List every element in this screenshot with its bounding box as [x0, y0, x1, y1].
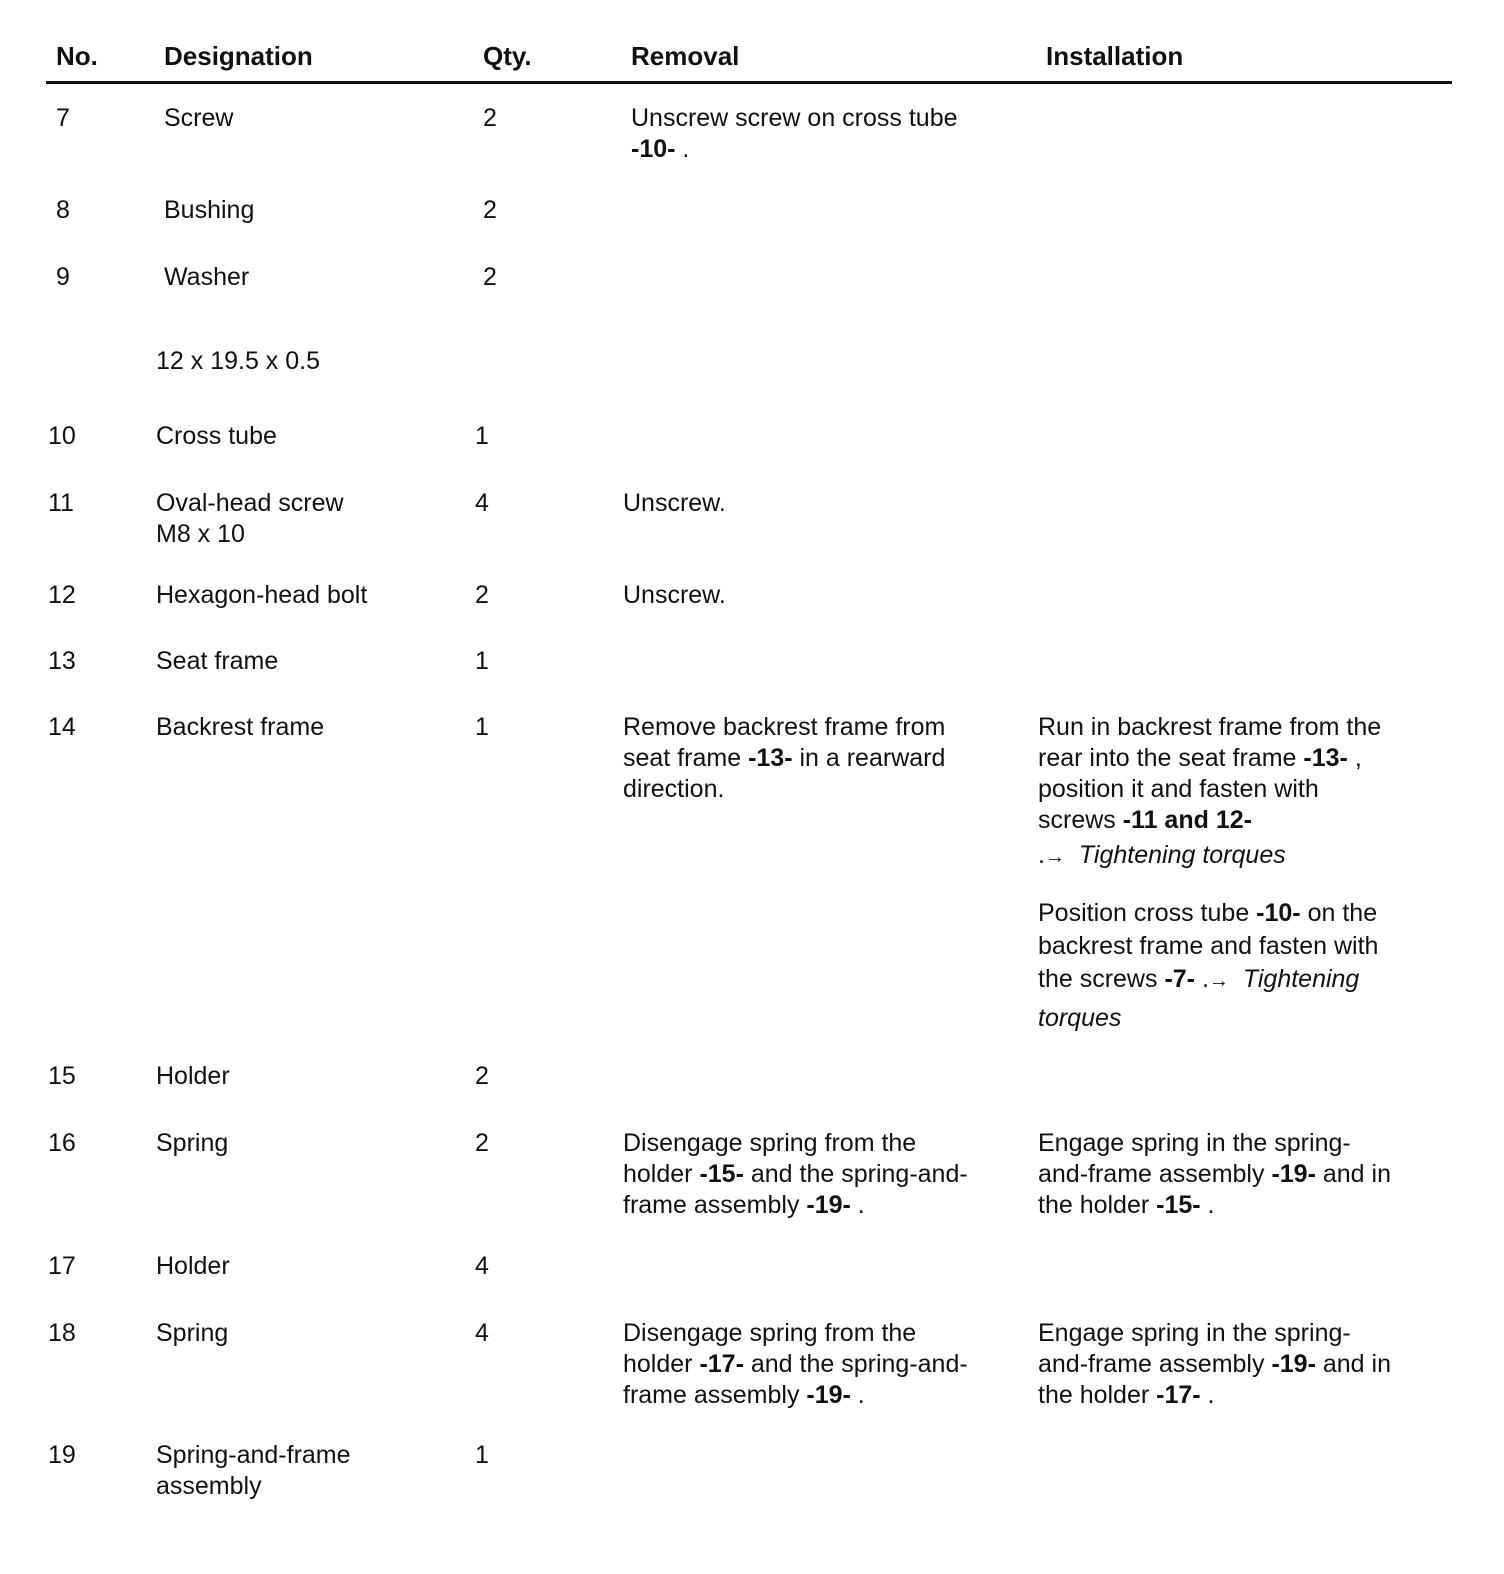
row-8-designation: Bushing — [164, 196, 255, 224]
row-18-installation: Engage spring in the spring- and-frame assembly -19- and in the holder -17- . — [1038, 1319, 1391, 1409]
row-16-designation: Spring — [156, 1129, 229, 1157]
header-no: No. — [56, 41, 98, 71]
row-13-designation: Seat frame — [156, 647, 279, 675]
row-7-no: 7 — [56, 104, 70, 132]
row-10-designation: Cross tube — [156, 422, 277, 450]
row-7-designation: Screw — [164, 104, 234, 132]
row-14-installation-a: Run in backrest frame from the rear into the seat frame -13- , position it and fasten with screws -11 and 12- .→ Tightening torques — [1038, 713, 1382, 869]
header-removal: Removal — [631, 41, 740, 71]
row-16-installation: Engage spring in the spring- and-frame assembly -19- and in the holder -15- . — [1038, 1129, 1391, 1219]
row-18-qty: 4 — [475, 1319, 489, 1347]
row-7-removal: Unscrew screw on cross tube -10- . — [631, 104, 958, 163]
row-9-designation: Washer — [164, 263, 250, 291]
row-18-removal: Disengage spring from the holder -17- and the spring-and- frame assembly -19- . — [623, 1319, 968, 1409]
row-11-no: 11 — [48, 489, 74, 517]
row-12-qty: 2 — [475, 581, 489, 609]
header-designation: Designation — [164, 41, 313, 71]
header-rule — [46, 81, 1452, 84]
row-11-designation: Oval-head screw M8 x 10 — [156, 489, 344, 548]
row-7-qty: 2 — [483, 104, 497, 132]
row-14-qty: 1 — [475, 713, 489, 741]
row-11-removal: Unscrew. — [623, 489, 726, 517]
row-8-qty: 2 — [483, 196, 497, 224]
header-qty: Qty. — [483, 41, 532, 71]
row-12-no: 12 — [48, 581, 76, 609]
row-17-designation: Holder — [156, 1252, 230, 1280]
row-9-no: 9 — [56, 263, 70, 291]
row-18-designation: Spring — [156, 1319, 229, 1347]
header-installation: Installation — [1046, 41, 1184, 71]
row-15-designation: Holder — [156, 1062, 230, 1090]
row-14-no: 14 — [48, 713, 76, 741]
row-18-no: 18 — [48, 1319, 76, 1347]
row-13-qty: 1 — [475, 647, 489, 675]
row-11-qty: 4 — [475, 489, 489, 517]
row-14-installation-b: Position cross tube -10- on the backrest frame and fasten with the screws -7- .→ Tightening torques — [1038, 899, 1379, 1032]
row-12-designation: Hexagon-head bolt — [156, 581, 368, 609]
row-19-qty: 1 — [475, 1441, 489, 1469]
row-17-qty: 4 — [475, 1252, 489, 1280]
row-15-qty: 2 — [475, 1062, 489, 1090]
row-16-removal: Disengage spring from the holder -15- and the spring-and- frame assembly -19- . — [623, 1129, 968, 1219]
row-14-removal: Remove backrest frame from seat frame -13- in a rearward direction. — [623, 713, 946, 803]
row-19-no: 19 — [48, 1441, 76, 1469]
row-19-designation: Spring-and-frame assembly — [156, 1441, 351, 1500]
row-15-no: 15 — [48, 1062, 76, 1090]
row-10-no: 10 — [48, 422, 76, 450]
row-10-qty: 1 — [475, 422, 489, 450]
tightening-torques-link[interactable]: Tightening torques — [1078, 841, 1286, 869]
row-16-qty: 2 — [475, 1129, 489, 1157]
arrow-icon: → — [1044, 846, 1065, 868]
row-17-no: 17 — [48, 1252, 76, 1280]
row-9-qty: 2 — [483, 263, 497, 291]
row-16-no: 16 — [48, 1129, 76, 1157]
arrow-icon: → — [1208, 970, 1229, 992]
row-8-no: 8 — [56, 196, 70, 224]
row-13-no: 13 — [48, 647, 76, 675]
row-14-designation: Backrest frame — [156, 713, 325, 741]
tightening-torques-link-cont[interactable]: torques — [1038, 1004, 1122, 1032]
row-12-removal: Unscrew. — [623, 581, 726, 609]
row-9-designation-extra: 12 x 19.5 x 0.5 — [156, 347, 321, 375]
tightening-torques-link[interactable]: Tightening — [1242, 965, 1360, 993]
